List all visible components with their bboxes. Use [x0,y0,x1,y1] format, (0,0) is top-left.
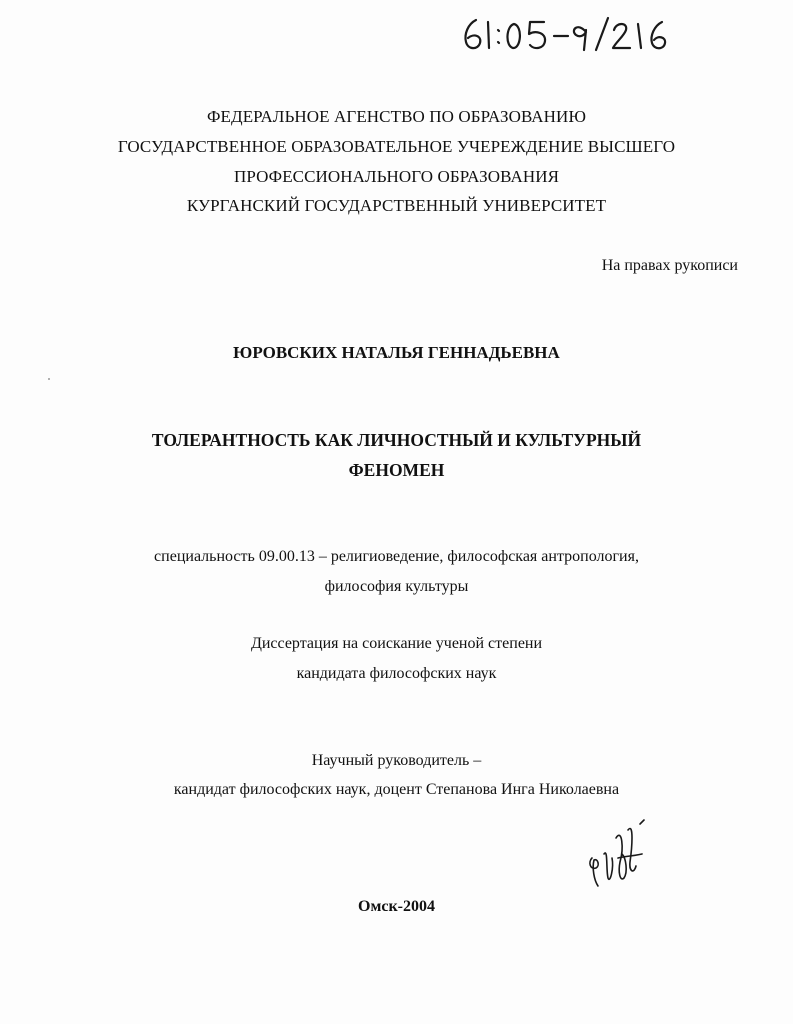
handwritten-signature-icon [582,818,652,890]
manuscript-note: На правах рукописи [601,257,738,274]
degree-line-1: Диссертация на соискание ученой степени [250,635,543,652]
institution-line-2: ГОСУДАРСТВЕННОЕ ОБРАЗОВАТЕЛЬНОЕ УЧЕРЕЖДЕНИЕ ВЫСШЕГО [117,137,676,156]
institution-line-4: КУРГАНСКИЙ ГОСУДАРСТВЕННЫЙ УНИВЕРСИТЕТ [186,196,607,215]
specialty-line-1: специальность 09.00.13 – религиоведение, философская антропология, [154,548,639,565]
supervisor-line-2: кандидат философских наук, доцент Степанова Инга Николаевна [173,781,620,798]
handwritten-archive-code [458,8,698,58]
place-year: Омск-2004 [358,898,435,915]
degree-line-2: кандидата философских наук [296,665,497,682]
title-line-2: ФЕНОМЕН [348,460,445,480]
title-line-1: ТОЛЕРАНТНОСТЬ КАК ЛИЧНОСТНЫЙ И КУЛЬТУРНЫЙ [151,430,642,450]
institution-line-1: ФЕДЕРАЛЬНОЕ АГЕНСТВО ПО ОБРАЗОВАНИЮ [206,107,587,126]
author-name: ЮРОВСКИХ НАТАЛЬЯ ГЕННАДЬЕВНА [233,343,560,362]
supervisor-line-1: Научный руководитель – [311,752,482,769]
specialty-line-2: философия культуры [324,578,469,595]
scan-speck [48,378,50,380]
institution-line-3: ПРОФЕССИОНАЛЬНОГО ОБРАЗОВАНИЯ [233,167,560,186]
